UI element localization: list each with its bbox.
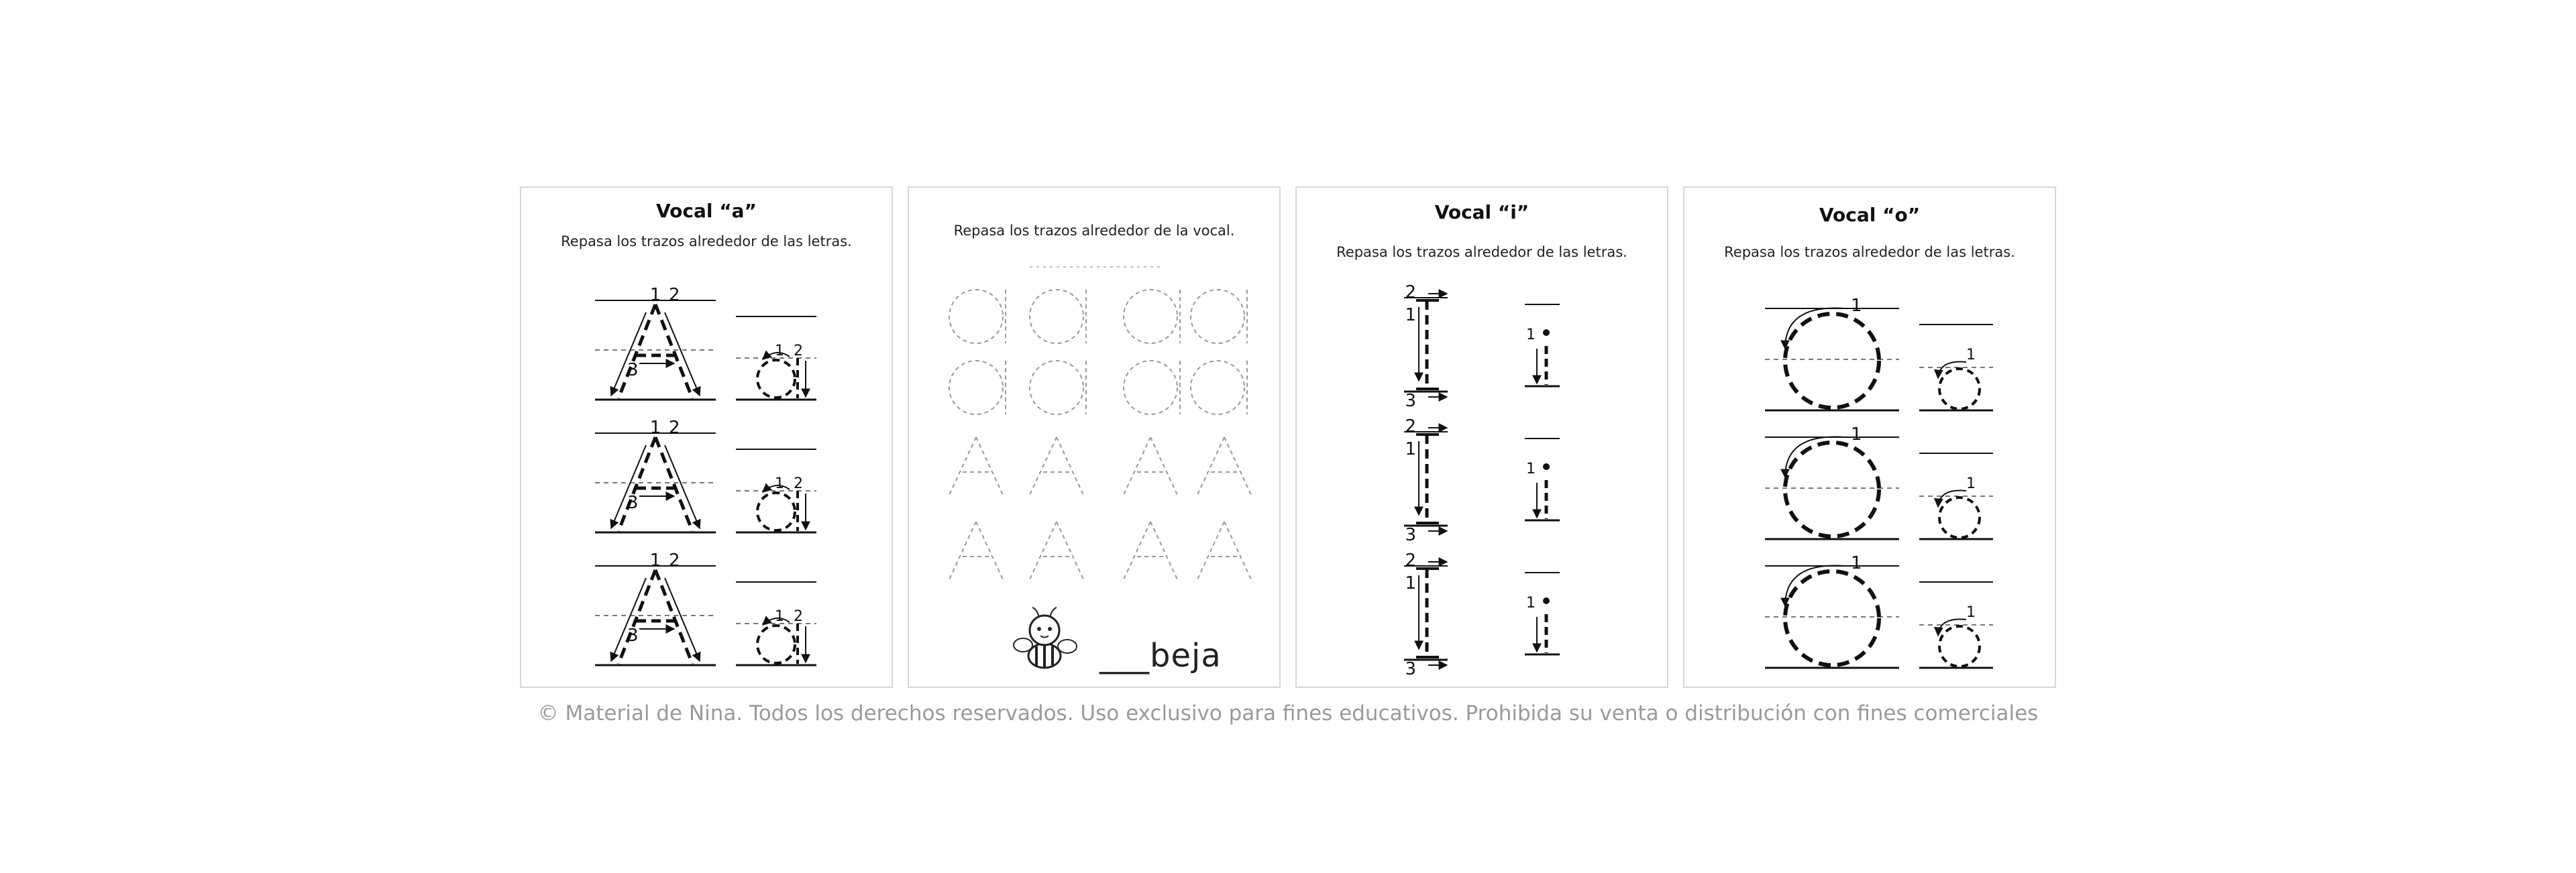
tracing-rows-a — [521, 188, 894, 689]
worksheet-vocal-o — [1683, 186, 2056, 688]
stroke-number: 1 — [1405, 305, 1416, 325]
stroke-number: 2 — [669, 285, 680, 305]
stroke-number: 3 — [627, 493, 639, 513]
worksheet-instruction: Repasa los trazos alrededor de las letras. — [1336, 244, 1627, 260]
stroke-number: 2 — [669, 550, 680, 571]
tracing-row — [1404, 416, 1560, 545]
worksheet-title: Vocal “o” — [1819, 204, 1921, 226]
word-blanks: ___ — [1099, 637, 1150, 675]
stroke-number: 2 — [794, 343, 803, 359]
worksheet-vocal-i — [1295, 186, 1668, 688]
tracing-row — [1765, 424, 1993, 539]
worksheet-vocal-a — [520, 186, 893, 688]
tracing-row — [595, 418, 816, 532]
bee-icon — [1010, 603, 1083, 677]
copyright-footer: © Material de Nina. Todos los derechos reservados. Uso exclusivo para fines educativos. Prohibida su venta o distribución con fines comerciales — [537, 701, 2039, 725]
stroke-number: 1 — [649, 550, 661, 571]
stroke-number: 3 — [1405, 391, 1416, 411]
worksheet-instruction: Repasa los trazos alrededor de las letras. — [561, 233, 852, 249]
worksheet-trace-vocal — [908, 186, 1281, 688]
word-suffix: beja — [1150, 637, 1222, 675]
stroke-number: 2 — [794, 608, 803, 625]
stroke-number: 1 — [1851, 424, 1862, 445]
tracing-row — [595, 550, 816, 665]
tracing-rows-o — [1684, 188, 2057, 689]
stroke-number: 3 — [627, 360, 639, 380]
stroke-number: 2 — [794, 475, 803, 492]
stroke-number: 1 — [775, 343, 784, 359]
tracing-row — [1404, 282, 1560, 411]
stroke-number: 1 — [1526, 327, 1536, 343]
worksheet-instruction: Repasa los trazos alrededor de las letras. — [1724, 244, 2015, 260]
tracing-rows-i — [1297, 188, 1670, 689]
stroke-number: 2 — [1405, 550, 1416, 571]
stroke-number: 1 — [1405, 573, 1416, 593]
stroke-number: 1 — [1851, 296, 1862, 316]
stroke-number: 1 — [649, 418, 661, 438]
stroke-number: 2 — [669, 418, 680, 438]
stroke-number: 1 — [1526, 461, 1536, 477]
stroke-number: 3 — [1405, 659, 1416, 679]
stroke-number: 2 — [1405, 282, 1416, 302]
worksheet-title: Vocal “a” — [656, 200, 757, 222]
stroke-number: 3 — [627, 626, 639, 646]
stroke-number: 1 — [775, 608, 784, 625]
tracing-row — [1404, 550, 1560, 679]
stroke-number: 1 — [1526, 595, 1536, 612]
stroke-number: 2 — [1405, 416, 1416, 436]
word-completion — [1099, 637, 1222, 675]
stroke-number: 1 — [1405, 439, 1416, 459]
stroke-number: 3 — [1405, 525, 1416, 545]
stroke-number: 1 — [649, 285, 661, 305]
faint-shapes — [909, 188, 1282, 689]
stroke-number: 1 — [1966, 475, 1976, 492]
stroke-number: 1 — [1851, 553, 1862, 573]
tracing-row — [595, 285, 816, 400]
stroke-number: 1 — [1966, 347, 1976, 363]
stroke-number: 1 — [1966, 604, 1976, 621]
tracing-row — [1765, 553, 1993, 668]
tracing-row — [1765, 296, 1993, 410]
worksheet-title: Vocal “i” — [1434, 201, 1529, 223]
stroke-number: 1 — [775, 475, 784, 492]
worksheet-instruction: Repasa los trazos alrededor de la vocal. — [953, 223, 1235, 239]
